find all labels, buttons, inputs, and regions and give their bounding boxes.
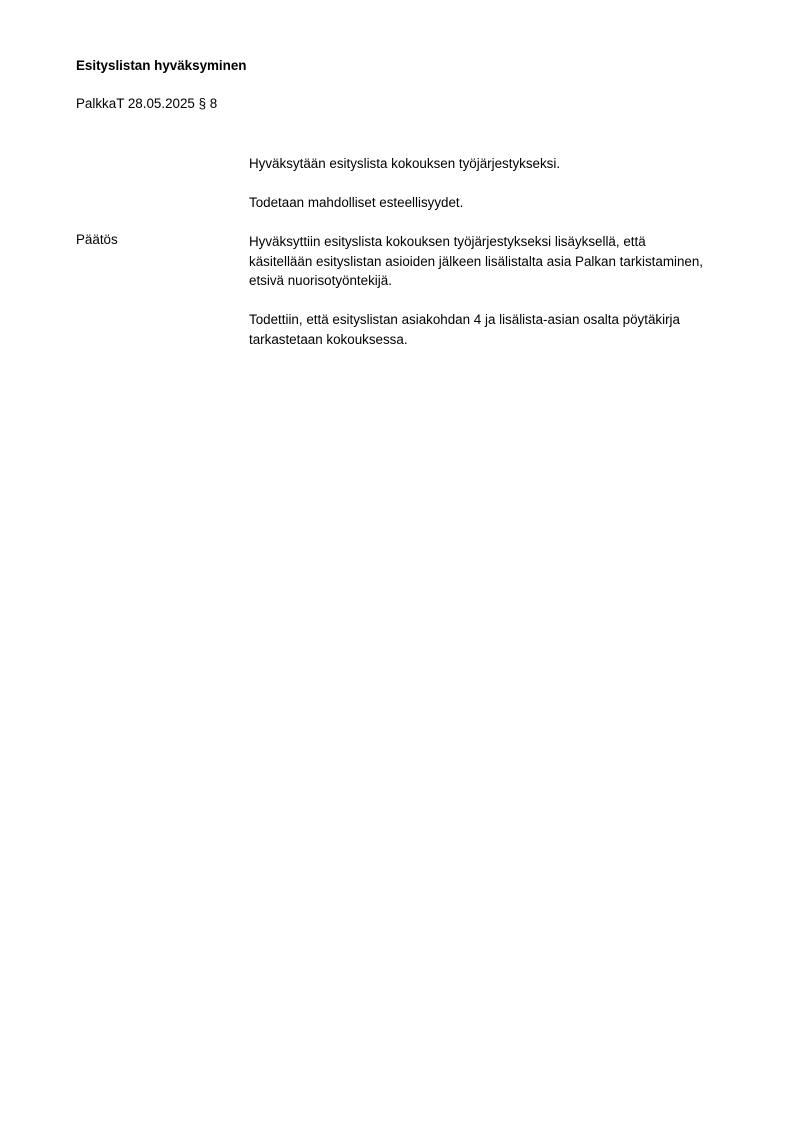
decision-line: Hyväksyttiin esityslista kokouksen työjärjestykseksi lisäyksellä, että: [249, 234, 646, 249]
proposal-paragraph-2: [249, 193, 759, 213]
section-title: Esityslistan hyväksyminen: [76, 58, 247, 73]
decision-paragraph-1: [249, 232, 759, 291]
decision-paragraph-2: [249, 310, 759, 349]
decision-line: käsitellään esityslistan asioiden jälkeen lisälistalta asia Palkan tarkistaminen,: [249, 253, 704, 269]
proposal-line: Todetaan mahdolliset esteellisyydet.: [249, 195, 464, 210]
meeting-reference: PalkkaT 28.05.2025 § 8: [76, 96, 218, 111]
decision-label: Päätös: [76, 232, 118, 247]
decision-line: Todettiin, että esityslistan asiakohdan 4 ja lisälista-asian osalta pöytäkirja: [249, 312, 680, 327]
proposal-line: Hyväksytään esityslista kokouksen työjärjestykseksi.: [249, 156, 561, 171]
proposal-paragraph-1: [249, 154, 759, 174]
decision-line: etsivä nuorisotyöntekijä.: [249, 273, 392, 288]
decision-line: tarkastetaan kokouksessa.: [249, 331, 408, 347]
